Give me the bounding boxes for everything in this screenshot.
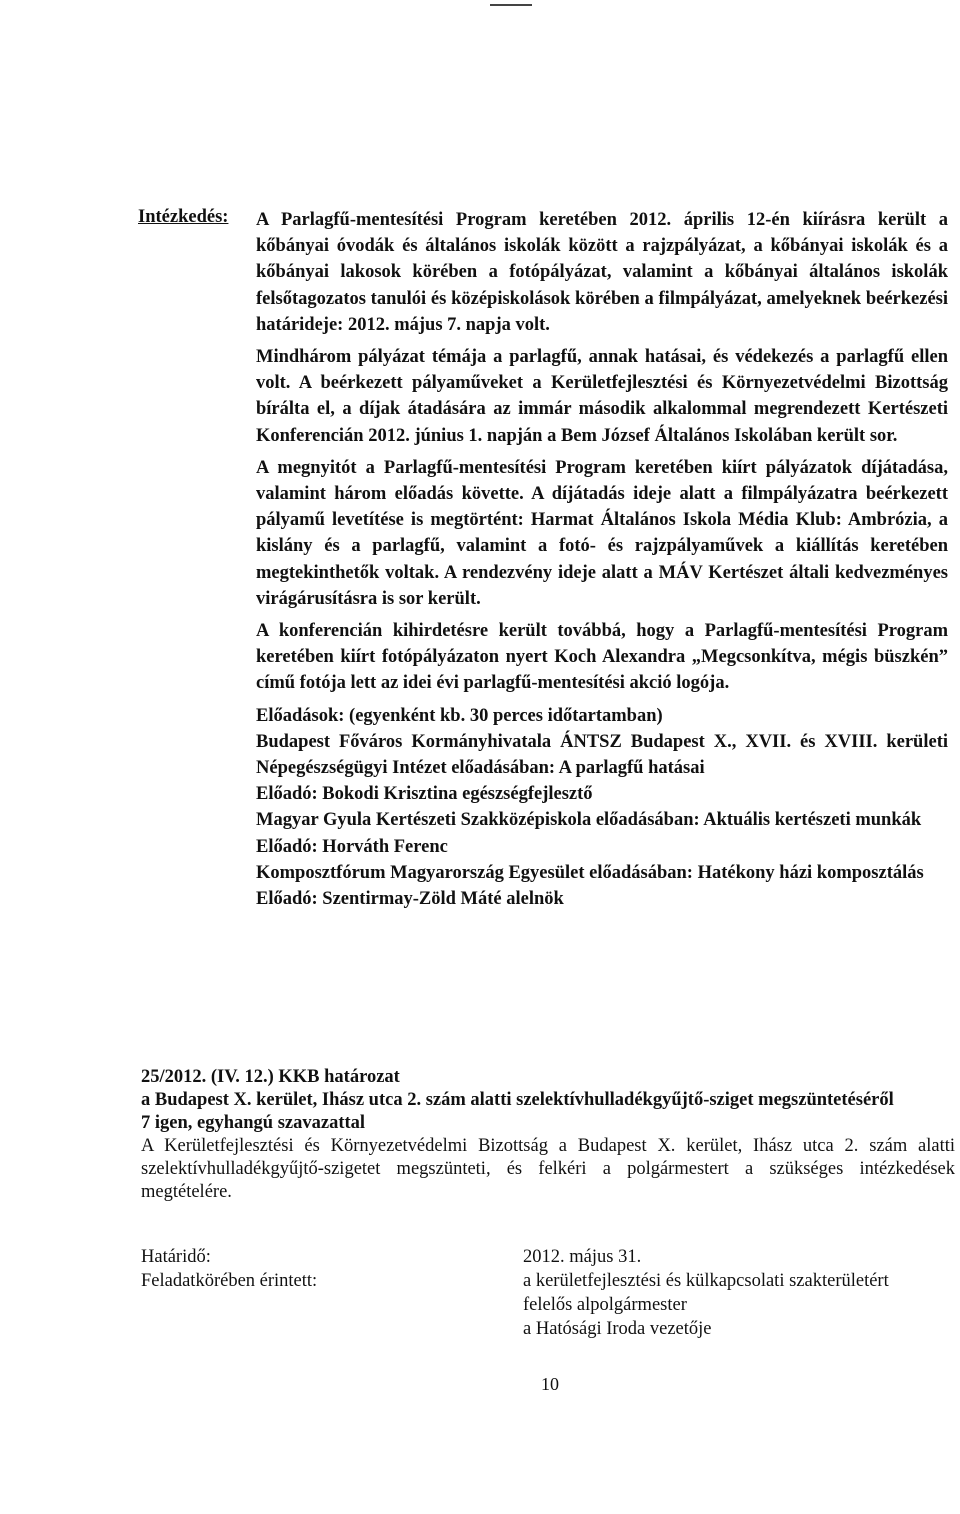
- talk-speaker: Előadó: Horváth Ferenc: [256, 836, 448, 857]
- talk-speaker: Előadó: Bokodi Krisztina egészségfejlesztő: [256, 784, 593, 805]
- responsible-row: [141, 1269, 960, 1341]
- measure-section: [138, 207, 948, 912]
- decision-text: A Kerületfejlesztési és Környezetvédelmi Bizottság a Budapest X. kerület, Ihász utca 2. szám alatti szelektívhulladékgyűjtő-szigetet megszünteti, és felkéri a polgármestert a szükséges intézkedések megtételére.: [141, 1136, 955, 1202]
- paragraph-opening: A megnyitót a Parlagfű-mentesítési Program keretében kiírt pályázatok díjátadása, valamint három előadás követte. A díjátadás ideje alatt a filmpályázatra beérkezett pályamű levetítése is megtörtént: Harmat Általános Iskola Média Klub: Ambrózia, a kislány és a parlagfű, valamint a fotó- és rajzpályaművek a kiállítás keretében megtekinthetők voltak. A rendezvény ideje alatt a MÁV Kertészet általi kedvezményes virágárusításra is sor került.: [256, 457, 948, 609]
- scan-mark: [490, 4, 532, 6]
- deadline-value: 2012. május 31.: [523, 1247, 642, 1267]
- responsible-label: Feladatkörében érintett:: [141, 1271, 318, 1291]
- responsible-line: a Hatósági Iroda vezetője: [523, 1319, 712, 1339]
- measure-label: Intézkedés:: [138, 207, 229, 227]
- talk-item: Komposztfórum Magyarország Egyesület előadásában: Hatékony házi komposztálás: [256, 862, 924, 883]
- decision-vote: 7 igen, egyhangú szavazattal: [141, 1113, 366, 1133]
- paragraph-theme: Mindhárom pályázat témája a parlagfű, annak hatásai, és védekezés a parlagfű ellen volt. A beérkezett pályaműveket a Kerületfejlesztési és Környezetvédelmi Bizottság bírálta el, a díjak átadására az immár második alkalommal megrendezett Kertészeti Konferencián 2012. június 1. napján a Bem József Általános Iskolában került sor.: [256, 347, 948, 446]
- page-number: 10: [541, 1374, 559, 1394]
- paragraph-announcement: A Parlagfű-mentesítési Program keretében 2012. április 12-én kiírásra került a kőbányai óvodák és általános iskolák között a rajzpályázat, a kőbányai iskolák és a kőbányai lakosok körében a fotópályázat, valamint a kőbányai általános iskolák felsőtagozatos tanulói és középiskolások körében a filmpályázat, amelyeknek beérkezési határideje: 2012. május 7. napja volt.: [256, 210, 948, 335]
- decision-section: [141, 1066, 955, 1204]
- responsible-line: felelős alpolgármester: [523, 1295, 687, 1315]
- talk-item: Magyar Gyula Kertészeti Szakközépiskola előadásában: Aktuális kertészeti munkák: [256, 810, 922, 831]
- talks-list: [256, 703, 948, 913]
- decision-subject: a Budapest X. kerület, Ihász utca 2. szám alatti szelektívhulladékgyűjtő-sziget megszüntetéséről: [141, 1090, 894, 1110]
- deadline-section: [141, 1245, 960, 1341]
- deadline-row: [141, 1245, 960, 1269]
- talk-item: Budapest Főváros Kormányhivatala ÁNTSZ Budapest X., XVII. és XVIII. kerületi Népegészségügyi Intézet előadásában: A parlagfű hatásai: [256, 731, 948, 779]
- talks-heading: Előadások: (egyenként kb. 30 perces időtartamban): [256, 705, 663, 726]
- talk-speaker: Előadó: Szentirmay-Zöld Máté alelnök: [256, 889, 564, 910]
- decision-number: 25/2012. (IV. 12.) KKB határozat: [141, 1067, 400, 1087]
- deadline-label: Határidő:: [141, 1247, 211, 1267]
- paragraph-logo: A konferencián kihirdetésre került továbbá, hogy a Parlagfű-mentesítési Program keretében kiírt fotópályázaton nyert Koch Alexandra „Megcsonkítva, mégis büszkén” című fotója lett az idei évi parlagfű-mentesítési akció logója.: [256, 621, 948, 694]
- responsible-values: [523, 1269, 960, 1341]
- responsible-line: a kerületfejlesztési és külkapcsolati szakterületért: [523, 1271, 889, 1291]
- measure-content: [256, 207, 948, 912]
